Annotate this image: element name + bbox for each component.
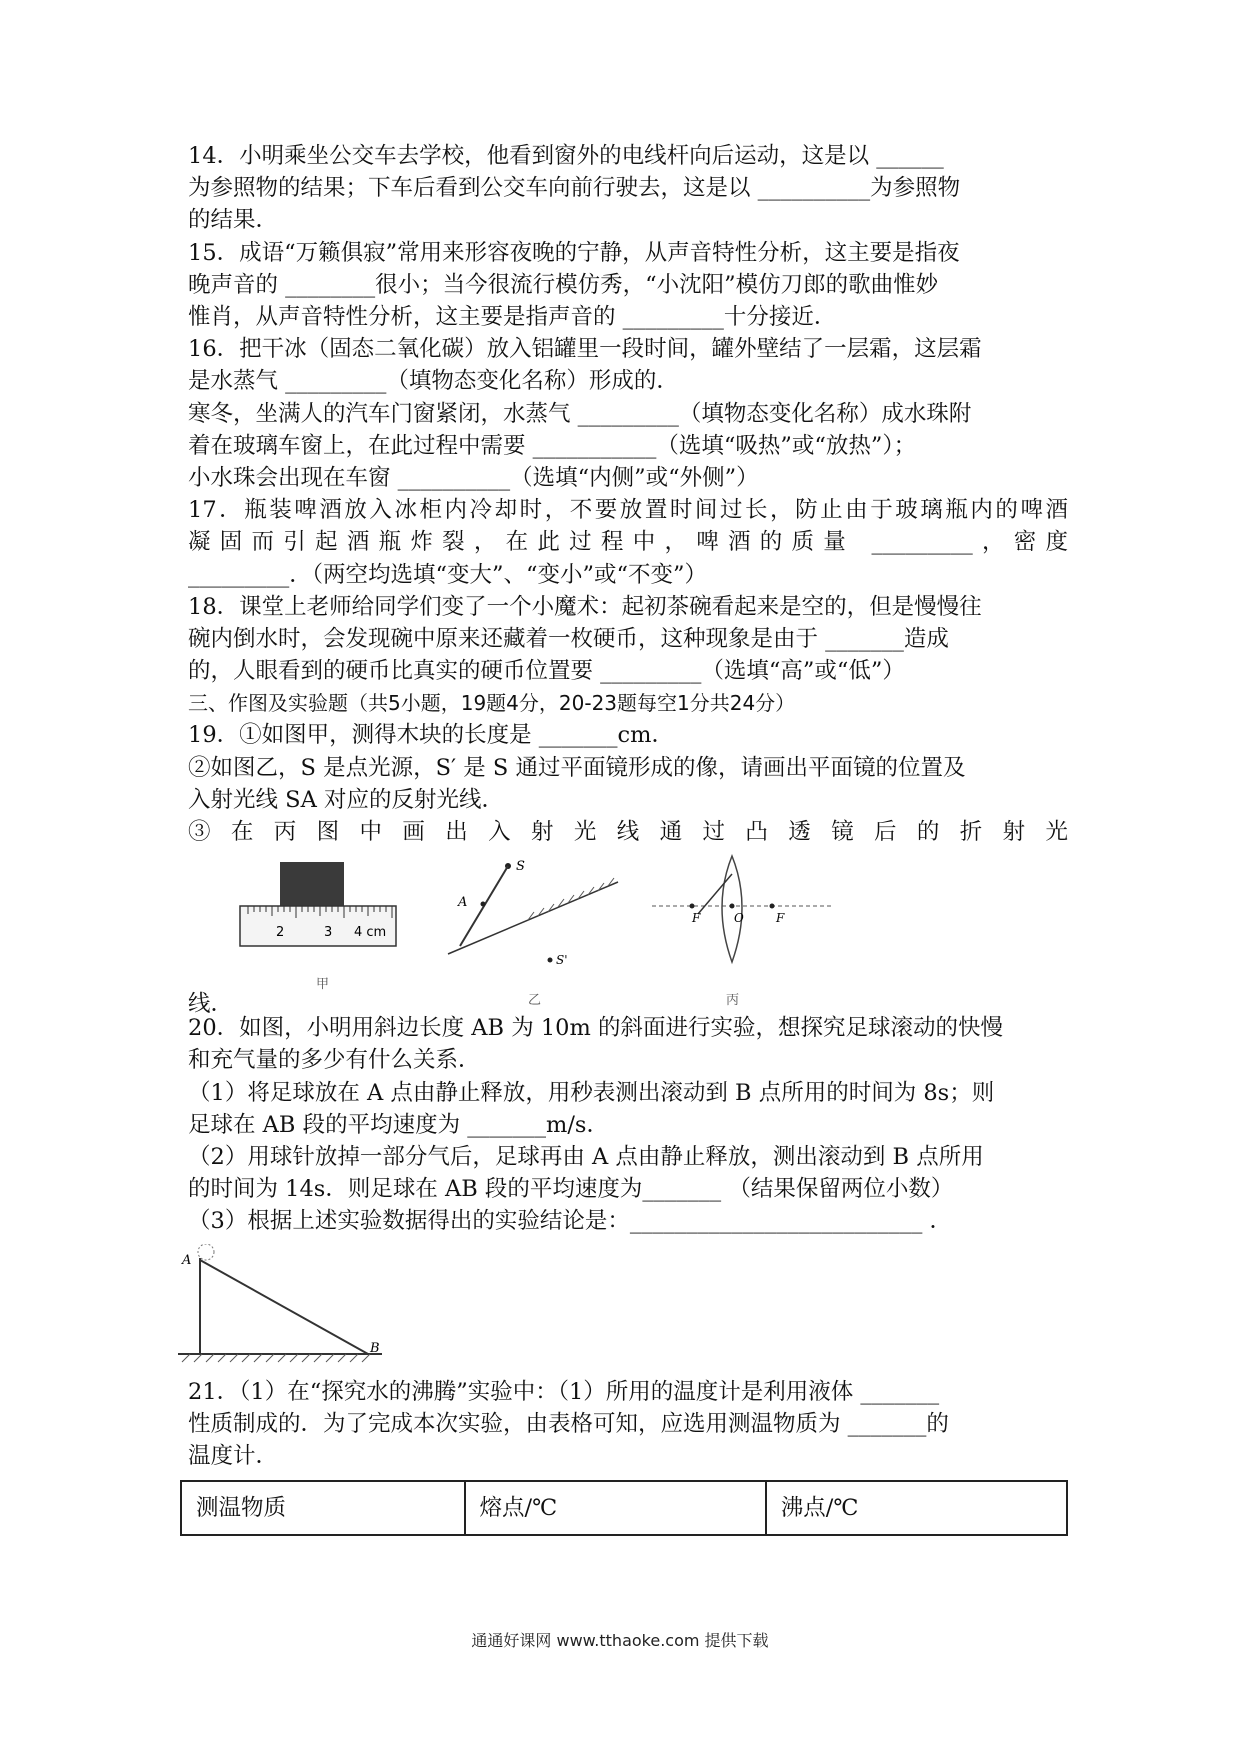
point-S-prime bbox=[548, 958, 553, 963]
focus-left bbox=[690, 904, 695, 909]
mirror-figure bbox=[438, 854, 628, 1012]
figure-row-19 bbox=[188, 852, 1068, 1018]
ruler-figure bbox=[238, 862, 398, 1012]
question-19-part-1: 19．①如图甲，测得木块的长度是 _______cm． bbox=[188, 722, 674, 749]
label-S: S bbox=[516, 859, 525, 875]
incline-figure bbox=[182, 1244, 1068, 1372]
caption-bing: 丙 bbox=[726, 993, 740, 1009]
thermometer-table bbox=[180, 1480, 1068, 1536]
convex-lens bbox=[722, 856, 742, 962]
incline-label-B: B bbox=[370, 1340, 380, 1356]
ball-at-A bbox=[198, 1244, 214, 1260]
exam-page bbox=[182, 140, 1068, 1536]
question-17-line-3: _________．（两空均选填“变大”、“变小”或“不变”） bbox=[188, 561, 708, 588]
page-footer: 通通好课网 www.tthaoke.com 提供下载 bbox=[471, 1631, 769, 1650]
slope-AB bbox=[200, 1260, 368, 1354]
incline-diagram bbox=[168, 1244, 408, 1372]
label-S-prime: S' bbox=[556, 953, 568, 968]
question-16: 16．把干冰（固态二氧化碳）放入铝罐里一段时间，罐外壁结了一层霜，这层霜 是水蒸气 _________（填物态变化名称）形成的． 寒冬，坐满人的汽车门窗紧闭，水蒸气 _________（填物态变化名称）成水珠附 着在玻璃车窗上，在此过程中需要 ___________（选填“吸热”或“放热”）； 小水珠会出现在车窗 __________（选填“内侧”或“外侧”） bbox=[188, 336, 982, 492]
focus-right bbox=[770, 904, 775, 909]
incline-label-A: A bbox=[182, 1252, 192, 1268]
label-F-right: F bbox=[776, 911, 785, 926]
wooden-block bbox=[280, 862, 344, 906]
question-18: 18．课堂上老师给同学们变了一个小魔术：起初茶碗看起来是空的，但是慢慢往 碗内倒水时，会发现碗中原来还藏着一枚硬币，这种现象是由于 _______造成 的，人眼看到的硬币比真实的硬币位置要 _________（选填“高”或“低”） bbox=[188, 593, 982, 685]
section-3-heading: 三、作图及实验题（共5小题，19题4分，20-23题每空1分共24分） bbox=[188, 691, 796, 716]
label-O: O bbox=[734, 911, 744, 926]
question-19-part-3-end: 线． bbox=[188, 991, 234, 1018]
lens-figure bbox=[648, 854, 838, 1012]
question-14: 14．小明乘坐公交车去学校，他看到窗外的电线杆向后运动，这是以 ______ 为参照物的结果；下车后看到公交车向前行驶去，这是以 __________为参照物 的结果． bbox=[188, 143, 961, 234]
question-17-line-1: 17．瓶装啤酒放入冰柜内冷却时，不要放置时间过长，防止由于玻璃瓶内的啤酒 bbox=[188, 497, 1068, 524]
question-19-part-3: ③ 在 丙 图 中 画 出 入 射 光 线 通 过 凸 透 镜 后 的 折 射 光 bbox=[188, 819, 1068, 846]
table-header-boiling-point: 沸点/℃ bbox=[766, 1481, 1067, 1535]
incident-ray bbox=[698, 874, 732, 914]
caption-jia: 甲 bbox=[316, 977, 330, 993]
question-15: 15．成语“万籁俱寂”常用来形容夜晚的宁静，从声音特性分析，这主要是指夜 晚声音的 ________很小；当今很流行模仿秀，“小沈阳”模仿刀郎的歌曲惟妙 惟肖，从声音特性分析，这主要是指声音的 _________十分接近． bbox=[188, 239, 960, 331]
label-A: A bbox=[458, 895, 468, 911]
question-19-part-2: ②如图乙，S 是点光源，S′ 是 S 通过平面镜形成的像，请画出平面镜的位置及 入射光线 SA 对应的反射光线． bbox=[188, 754, 966, 813]
table-header-melting-point: 熔点/℃ bbox=[465, 1481, 766, 1535]
table-row bbox=[181, 1481, 1067, 1535]
surface-line bbox=[448, 882, 618, 954]
question-21: 21．（1）在“探究水的沸腾”实验中：（1）所用的温度计是利用液体 _______ 性质制成的．为了完成本次实验，由表格可知，应选用测温物质为 _______的 温度计． bbox=[188, 1378, 949, 1470]
ruler-label-4cm: 4 cm bbox=[354, 925, 387, 941]
label-F-left: F bbox=[692, 911, 701, 926]
ruler-label-2: 2 bbox=[276, 925, 285, 941]
question-17-line-2: 凝固而引起酒瓶炸裂，在此过程中，啤酒的质量 _________，密度 bbox=[188, 529, 1068, 556]
optical-center bbox=[730, 904, 735, 909]
point-A bbox=[481, 902, 486, 907]
table-header-substance: 测温物质 bbox=[181, 1481, 465, 1535]
question-20: 20．如图，小明用斜边长度 AB 为 10m 的斜面进行实验，想探究足球滚动的快慢 和充气量的多少有什么关系． （1）将足球放在 A 点由静止释放，用秒表测出滚动到 B 点所用的时间为 8s；则 足球在 AB 段的平均速度为 _______m/s． （2）用球针放掉一部分气后，足球再由 A 点由静止释放，测出滚动到 B 点所用 的时间为 14s．则足球在 AB 段的平均速度为_______ （结果保留两位小数） （3）根据上述实验数据得出的实验结论是：__________________________ ． bbox=[188, 1015, 1003, 1235]
ruler-label-3: 3 bbox=[324, 925, 333, 941]
caption-yi: 乙 bbox=[528, 993, 542, 1009]
